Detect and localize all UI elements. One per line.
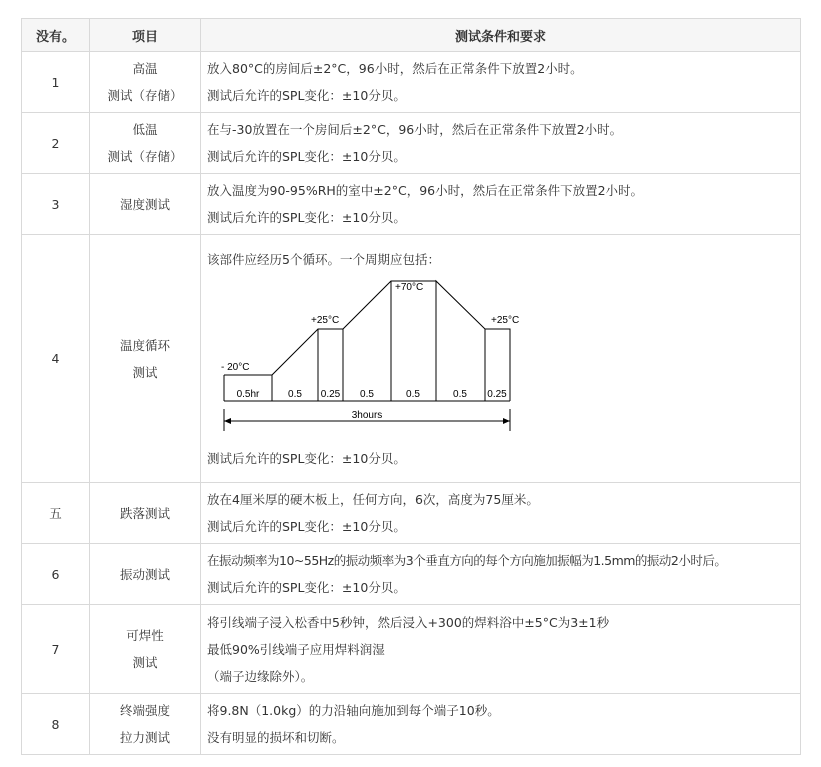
row-item — [90, 52, 201, 113]
arrowhead-right — [503, 418, 510, 424]
condition-line: 测试后允许的SPL变化：±10分贝。 — [207, 450, 406, 466]
condition-line: 测试后允许的SPL变化：±10分贝。 — [207, 580, 406, 595]
row-conditions — [201, 483, 801, 544]
row-item — [90, 483, 201, 544]
row-conditions — [201, 52, 801, 113]
table-row — [22, 694, 801, 755]
cycle-profile-line — [224, 281, 510, 401]
row-item — [90, 174, 201, 235]
row-number: 3 — [22, 174, 90, 235]
row-number: 6 — [22, 544, 90, 605]
condition-line: 测试后允许的SPL变化：±10分贝。 — [207, 88, 406, 103]
segment-label: 0.5 — [406, 388, 420, 400]
item-line: 测试（存储） — [107, 88, 183, 103]
row-number: 1 — [22, 52, 90, 113]
condition-line: 在振动频率为10~55Hz的振动频率为3个垂直方向的每个方向施加振幅为1.5mm的振动2小时后。 — [207, 553, 727, 568]
arrowhead-left — [224, 418, 231, 424]
row-number: 7 — [22, 605, 90, 694]
table-row — [22, 605, 801, 694]
row-conditions — [201, 605, 801, 694]
header-item: 项目 — [90, 19, 201, 52]
row-item — [90, 605, 201, 694]
item-line: 测试 — [132, 655, 158, 670]
segment-label: 0.5 — [288, 388, 302, 400]
table-row — [22, 113, 801, 174]
table-row — [22, 52, 801, 113]
item-line: 温度循环 — [119, 337, 170, 353]
item-line: 可焊性 — [126, 628, 164, 643]
row-number: 4 — [22, 235, 90, 483]
item-line: 拉力测试 — [119, 730, 170, 745]
table-row — [22, 174, 801, 235]
condition-line: 该部件应经历5个循环。一个周期应包括： — [207, 251, 440, 267]
item-line: 高温 — [132, 61, 158, 76]
segment-label: 0.25 — [320, 388, 341, 400]
temp-label-high: +70°C — [395, 281, 424, 293]
header-row — [22, 19, 801, 52]
segment-label: 0.25 — [487, 388, 507, 400]
row-item — [90, 235, 201, 483]
segment-label: 0.5 — [360, 388, 374, 400]
test-spec-table — [21, 18, 801, 755]
condition-line: 没有明显的损坏和切断。 — [207, 730, 345, 745]
item-line: 终端强度 — [119, 703, 170, 718]
condition-line: 测试后允许的SPL变化：±10分贝。 — [207, 149, 406, 164]
item-line: 跌落测试 — [119, 505, 170, 521]
table-row — [22, 235, 801, 483]
temp-label-mid1: +25°C — [311, 314, 340, 326]
row-number: 8 — [22, 694, 90, 755]
item-line: 测试（存储） — [107, 149, 183, 164]
condition-line: 在与-30放置在一个房间后±2°C，96小时，然后在正常条件下放置2小时。 — [207, 122, 623, 137]
temp-label-low: - 20°C — [221, 361, 250, 373]
table-row — [22, 483, 801, 544]
condition-line: 测试后允许的SPL变化：±10分贝。 — [207, 210, 406, 225]
row-number: 五 — [22, 483, 90, 544]
row-conditions — [201, 113, 801, 174]
row-conditions — [201, 235, 801, 483]
segment-label: 0.5hr — [236, 388, 260, 400]
row-conditions — [201, 174, 801, 235]
temperature-cycle-diagram — [206, 273, 520, 445]
row-item — [90, 544, 201, 605]
item-line: 测试 — [132, 364, 158, 380]
condition-line: 将9.8N（1.0kg）的力沿轴向施加到每个端子10秒。 — [207, 703, 500, 718]
condition-line: 测试后允许的SPL变化：±10分贝。 — [207, 519, 406, 534]
header-no: 没有。 — [22, 19, 90, 52]
condition-line: （端子边缘除外）。 — [207, 668, 314, 684]
row-number: 2 — [22, 113, 90, 174]
condition-line: 放入温度为90-95%RH的室中±2°C，96小时，然后在正常条件下放置2小时。 — [207, 183, 644, 198]
row-conditions — [201, 694, 801, 755]
condition-line: 放在4厘米厚的硬木板上，任何方向，6次，高度为75厘米。 — [207, 492, 539, 507]
table-row — [22, 544, 801, 605]
condition-line: 放入80°C的房间后±2°C，96小时，然后在正常条件下放置2小时。 — [207, 61, 583, 76]
total-duration-label: 3hours — [351, 409, 383, 421]
temp-label-mid2: +25°C — [491, 314, 520, 326]
item-line: 湿度测试 — [119, 196, 170, 212]
segment-label: 0.5 — [453, 388, 467, 400]
header-conditions: 测试条件和要求 — [201, 19, 801, 52]
item-line: 低温 — [132, 122, 158, 137]
row-item — [90, 113, 201, 174]
row-item — [90, 694, 201, 755]
condition-line: 最低90%引线端子应用焊料润湿 — [207, 641, 385, 657]
condition-line: 将引线端子浸入松香中5秒钟，然后浸入+300的焊料浴中±5°C为3±1秒 — [207, 614, 610, 630]
item-line: 振动测试 — [119, 566, 170, 582]
row-conditions — [201, 544, 801, 605]
